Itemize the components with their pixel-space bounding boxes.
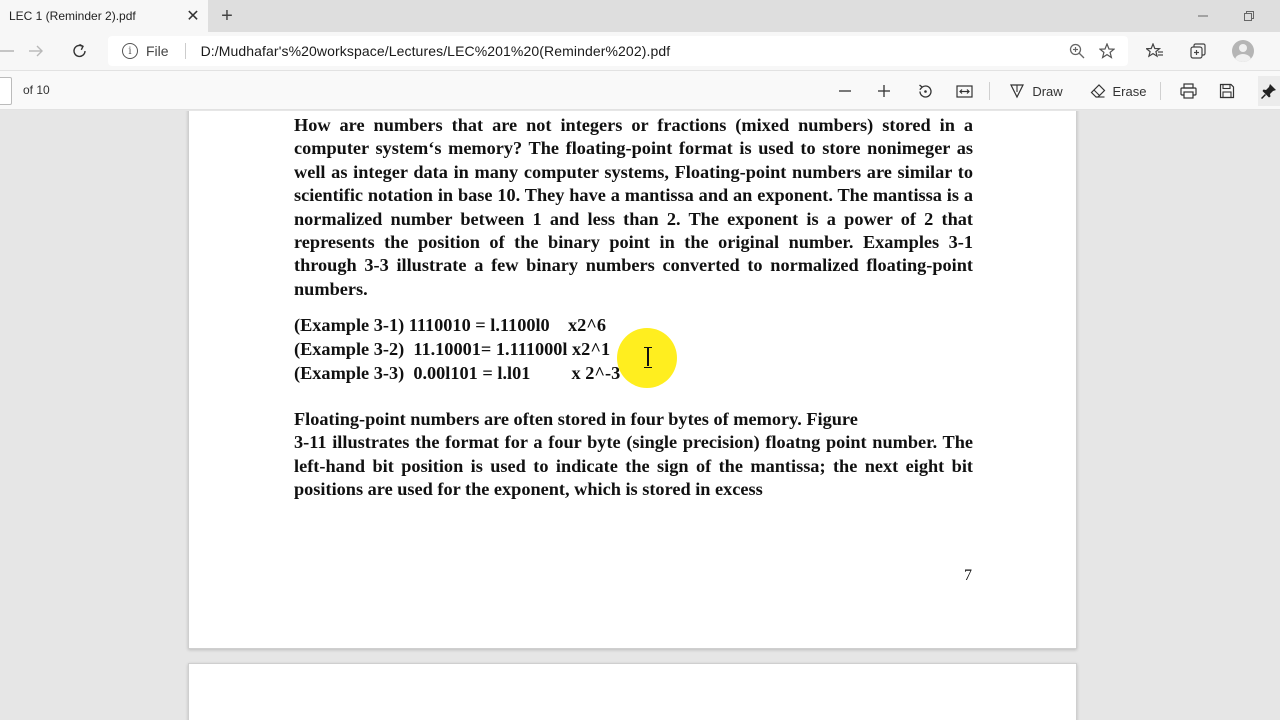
pdf-toolbar xyxy=(0,70,1280,110)
body-paragraph xyxy=(294,408,973,502)
zoom-icon[interactable] xyxy=(1062,37,1092,65)
erase-label: Erase xyxy=(1112,83,1147,99)
draw-button[interactable] xyxy=(1004,76,1068,106)
refresh-glyph xyxy=(72,43,88,59)
page-number: 7 xyxy=(964,567,972,584)
favorites-glyph xyxy=(1146,43,1164,59)
zoom-glyph xyxy=(1069,43,1085,59)
close-icon[interactable]: ✕ xyxy=(186,8,200,25)
toolbar-divider xyxy=(1160,82,1161,100)
tab-title: LEC 1 (Reminder 2).pdf xyxy=(9,9,136,23)
forward-arrow-glyph xyxy=(28,44,44,58)
minus-icon xyxy=(838,84,852,98)
address-divider xyxy=(185,43,186,59)
tab-strip xyxy=(0,0,1280,32)
example-line: (Example 3-2) 11.10001= 1.111000l x2^1 xyxy=(294,338,611,359)
info-icon[interactable]: i xyxy=(122,43,138,59)
address-bar[interactable] xyxy=(108,36,1128,66)
back-arrow-glyph xyxy=(0,44,14,58)
page-number-input[interactable] xyxy=(0,77,12,105)
paragraph-line: Floating-point numbers are often stored in four bytes of memory. Figure xyxy=(294,409,858,429)
save-button[interactable] xyxy=(1214,76,1240,106)
navigation-bar xyxy=(0,32,1280,70)
zoom-in-button[interactable] xyxy=(871,76,897,106)
example-line: (Example 3-1) 1110010 = l.1100l0 x2^6 xyxy=(294,315,607,335)
collections-icon[interactable] xyxy=(1184,38,1212,64)
print-button[interactable] xyxy=(1175,76,1201,106)
draw-label: Draw xyxy=(1032,83,1063,99)
url-text[interactable]: D:/Mudhafar's%20workspace/Lectures/LEC%201%20(Reminder%202).pdf xyxy=(200,43,671,59)
fit-page-button[interactable] xyxy=(950,76,978,106)
favorite-star-icon[interactable] xyxy=(1092,37,1122,65)
pin-icon xyxy=(1261,83,1277,99)
pin-toolbar-button[interactable] xyxy=(1258,76,1280,106)
profile-avatar[interactable] xyxy=(1232,40,1254,62)
forward-arrow-icon[interactable] xyxy=(22,38,50,64)
restore-button[interactable] xyxy=(1226,0,1272,32)
draw-icon xyxy=(1009,83,1025,99)
fit-page-icon xyxy=(956,84,973,99)
plus-icon xyxy=(877,84,891,98)
collections-glyph xyxy=(1190,43,1206,59)
rotate-icon xyxy=(917,83,934,100)
star-glyph xyxy=(1099,43,1115,59)
body-paragraph: How are numbers that are not integers or fractions (mixed numbers) stored in a computer system‘s memory? The floating-point format is used to store nonimeger as well as integer data in many computer systems, Floating-point numbers are similar to scientific notation in base 10. They have a mantissa and an exponent. The mantissa is a normalized number between 1 and less than 2. The exponent is a power of 2 that represents the position of the binary point in the original number. Examples 3-1 through 3-3 illustrate a few binary numbers converted to normalized floating-point numbers. xyxy=(294,115,973,299)
minimize-icon xyxy=(1198,11,1208,21)
save-icon xyxy=(1219,83,1235,99)
pdf-page-next xyxy=(188,663,1077,720)
erase-button[interactable] xyxy=(1088,76,1148,106)
minimize-button[interactable] xyxy=(1180,0,1226,32)
paragraph-text: 3-11 illustrates the format for a four byte (single precision) floatng point number. The left-hand bit position is used to indicate the sign of the mantissa; the next eight bit positions are used for the exponent, which is stored in excess xyxy=(294,432,973,500)
zoom-out-button[interactable] xyxy=(832,76,858,106)
toolbar-divider xyxy=(989,82,990,100)
example-line: (Example 3-3) 0.00l101 = l.l01 x 2^-3 xyxy=(294,362,621,383)
back-arrow-icon[interactable] xyxy=(0,38,14,64)
favorites-icon[interactable] xyxy=(1141,38,1169,64)
restore-icon xyxy=(1244,11,1254,21)
pdf-page xyxy=(188,111,1077,649)
new-tab-button[interactable]: + xyxy=(221,4,233,27)
scheme-label: File xyxy=(146,43,169,59)
rotate-button[interactable] xyxy=(911,76,939,106)
eraser-icon xyxy=(1090,83,1106,99)
refresh-icon[interactable] xyxy=(66,38,94,64)
pdf-viewport[interactable] xyxy=(0,111,1280,720)
page-total-label: of 10 xyxy=(23,83,50,97)
print-icon xyxy=(1180,83,1197,99)
text-cursor-icon xyxy=(647,347,649,366)
tab-pdf-document[interactable] xyxy=(0,0,208,32)
